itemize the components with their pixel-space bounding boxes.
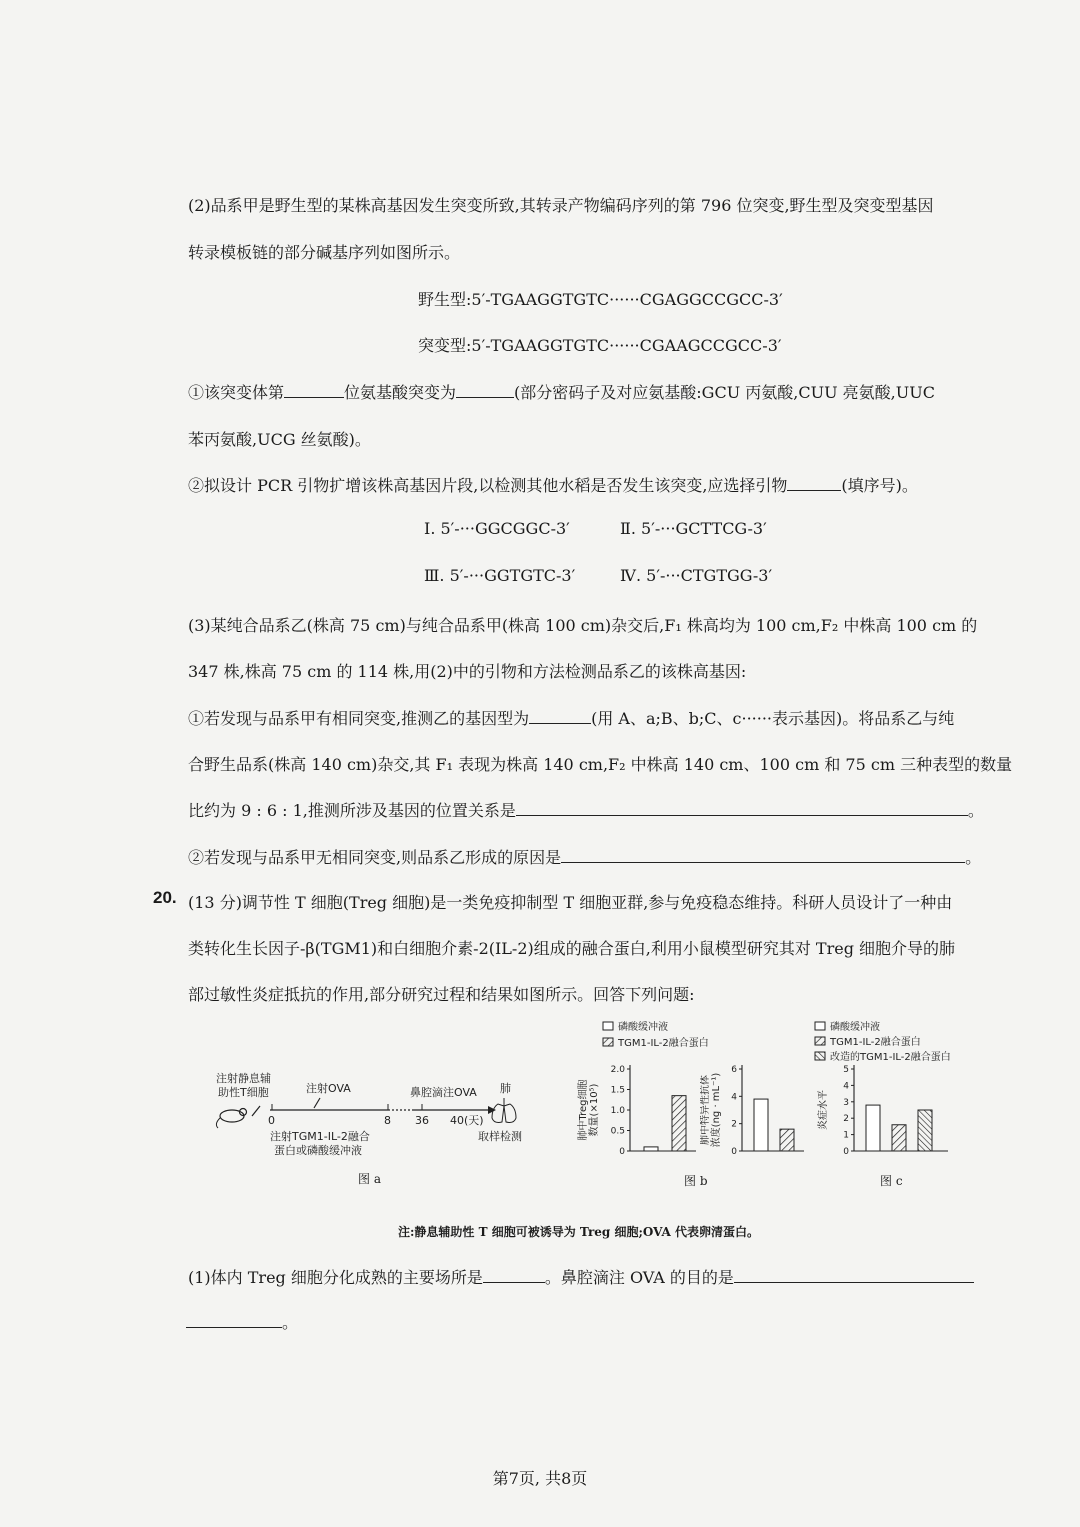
answer-blank[interactable] — [186, 1311, 282, 1328]
q1-end: 。 — [282, 1313, 299, 1332]
q20-line2: 类转化生长因子-β(TGM1)和白细胞介素-2(IL-2)组成的融合蛋白,利用小鼠模型研究其对 Treg 细胞介导的肺 — [188, 939, 956, 958]
sub1-text-b: (用 A、a;B、b;C、c······表示基因)。将品系乙与纯 — [591, 709, 955, 728]
y-tick-label: 3 — [843, 1097, 849, 1108]
t8-label: 8 — [384, 1114, 391, 1127]
legend-swatch-fusion — [603, 1038, 613, 1046]
q19-part3-line1: (3)某纯合品系乙(株高 75 cm)与纯合品系甲(株高 100 cm)杂交后,F₁ 株高均为 100 cm,F₂ 中株高 100 cm 的 — [188, 616, 978, 635]
sample-label: 取样检测 — [478, 1130, 522, 1143]
y-tick-label: 0 — [619, 1147, 625, 1157]
inject-fusion-label-2: 蛋白或磷酸缓冲液 — [274, 1144, 362, 1157]
period: 。 — [965, 848, 982, 867]
mouse-icon — [216, 1109, 246, 1129]
sub1-text-c: (部分密码子及对应氨基酸:GCU 丙氨酸,CUU 亮氨酸,UUC — [514, 383, 935, 402]
t36-label: 36 — [415, 1114, 429, 1127]
primer-2: Ⅱ. 5′-···GCTTCG-3′ — [620, 519, 767, 538]
q20-sub1-line2 — [186, 1310, 298, 1333]
y-axis-label: 炎症水平 — [818, 1090, 829, 1130]
y-axis-label: 浓度(ng · mL⁻¹) — [711, 1072, 722, 1148]
primer-4: Ⅳ. 5′-···CTGTGG-3′ — [620, 566, 773, 585]
answer-blank[interactable] — [734, 1266, 974, 1283]
figure-b-legend — [600, 1018, 780, 1052]
q19-part2-line1: (2)品系甲是野生型的某株高基因发生突变所致,其转录产物编码序列的第 796 位突变,野生型及突变型基因 — [188, 196, 934, 215]
lung-label: 肺 — [500, 1082, 511, 1095]
q19-part2-sub1-line1 — [188, 380, 935, 403]
legend-swatch-fusion — [815, 1037, 825, 1045]
y-tick-label: 4 — [731, 1092, 737, 1103]
period: 。 — [967, 801, 984, 820]
bar — [780, 1129, 794, 1151]
t0-label: 0 — [268, 1114, 275, 1127]
y-tick-label: 5 — [843, 1065, 849, 1075]
y-tick-label: 1.5 — [610, 1085, 625, 1096]
y-tick-label: 4 — [843, 1081, 849, 1092]
legend-label-fusion: TGM1-IL-2融合蛋白 — [618, 1038, 709, 1049]
legend-label-buffer: 磷酸缓冲液 — [618, 1022, 668, 1033]
chart-antibody — [700, 1055, 812, 1167]
inject-cells-label-1: 注射静息辅 — [216, 1072, 271, 1085]
figure-a-caption: 图 a — [358, 1172, 381, 1186]
y-tick-label: 1 — [843, 1130, 849, 1141]
y-axis-label: 数量(×10⁵) — [589, 1083, 600, 1137]
wild-type-sequence: 野生型:5′-TGAAGGTGTC······CGAGGCCGCC-3′ — [418, 290, 783, 309]
y-tick-label: 2 — [843, 1114, 849, 1125]
y-tick-label: 0.5 — [610, 1126, 625, 1137]
answer-blank[interactable] — [561, 846, 965, 863]
q20-line3: 部过敏性炎症抵抗的作用,部分研究过程和结果如图所示。回答下列问题: — [188, 985, 695, 1004]
bar — [866, 1105, 880, 1151]
bar — [892, 1125, 906, 1151]
sub1-text-a: ①若发现与品系甲有相同突变,推测乙的基因型为 — [188, 709, 530, 728]
q19-part2-sub1-line2: 苯丙氨酸,UCG 丝氨酸)。 — [188, 430, 371, 449]
answer-blank[interactable] — [483, 1266, 545, 1283]
primer-3: Ⅲ. 5′-···GGTGTC-3′ — [424, 566, 576, 585]
sub1-text-b: 位氨基酸突变为 — [344, 383, 457, 402]
answer-blank[interactable] — [529, 707, 591, 724]
answer-blank[interactable] — [456, 381, 514, 398]
q19-part3-sub1-line2: 合野生品系(株高 140 cm)杂交,其 F₁ 表现为株高 140 cm,F₂ 中株高 140 cm、100 cm 和 75 cm 三种表型的数量 — [188, 755, 1013, 774]
y-tick-label: 0 — [731, 1147, 737, 1157]
y-tick-label: 2.0 — [610, 1065, 625, 1075]
chart-treg-count — [574, 1055, 706, 1167]
chart-inflammation — [812, 1055, 952, 1167]
y-axis-label: 肺中Treg细胞 — [578, 1079, 589, 1141]
legend-swatch-buffer — [815, 1022, 825, 1030]
mutant-sequence: 突变型:5′-TGAAGGTGTC······CGAAGCCGCC-3′ — [418, 336, 782, 355]
legend-swatch-buffer — [603, 1022, 613, 1030]
q19-part3-sub1-line3 — [188, 798, 984, 821]
question-number: 20. — [153, 888, 177, 907]
y-tick-label: 0 — [843, 1147, 849, 1157]
q19-part2-sub2 — [188, 473, 918, 496]
sub1-text-a: ①该突变体第 — [188, 383, 285, 402]
legend-label-buffer: 磷酸缓冲液 — [830, 1022, 880, 1033]
q19-part2-line2: 转录模板链的部分碱基序列如图所示。 — [188, 243, 461, 262]
bar — [644, 1147, 658, 1151]
sub2-text-a: ②拟设计 PCR 引物扩增该株高基因片段,以检测其他水稻是否发生该突变,应选择引物 — [188, 476, 788, 495]
sub2-text-a: ②若发现与品系甲无相同突变,则品系乙形成的原因是 — [188, 848, 562, 867]
answer-blank[interactable] — [516, 799, 968, 816]
bar — [672, 1096, 686, 1151]
q1-text-b: 。鼻腔滴注 OVA 的目的是 — [544, 1268, 734, 1287]
legend-label-modified: 改造的TGM1-IL-2融合蛋白 — [830, 1052, 951, 1063]
q19-part3-sub1-line1 — [188, 706, 954, 729]
answer-blank[interactable] — [787, 474, 841, 491]
bar — [918, 1110, 932, 1151]
primer-1: Ⅰ. 5′-···GGCGGC-3′ — [424, 519, 570, 538]
nasal-ova-label: 鼻腔滴注OVA — [410, 1086, 477, 1099]
inject-ova-label: 注射OVA — [306, 1082, 351, 1095]
legend-label-fusion: TGM1-IL-2融合蛋白 — [830, 1037, 921, 1048]
figure-note: 注:静息辅助性 T 细胞可被诱导为 Treg 细胞;OVA 代表卵清蛋白。 — [398, 1225, 760, 1239]
figure-c-caption: 图 c — [880, 1174, 903, 1188]
sub1-text-d: 比约为 9 : 6 : 1,推测所涉及基因的位置关系是 — [188, 801, 516, 820]
lung-icon — [492, 1098, 516, 1123]
y-tick-label: 6 — [731, 1065, 737, 1075]
t40-label: 40(天) — [450, 1114, 484, 1127]
q19-part3-sub2 — [188, 845, 981, 868]
figure-b-caption: 图 b — [684, 1174, 708, 1188]
bar — [754, 1099, 768, 1151]
q19-part3-line2: 347 株,株高 75 cm 的 114 株,用(2)中的引物和方法检测品系乙的该株高基因: — [188, 662, 747, 681]
y-tick-label: 2 — [731, 1119, 737, 1130]
q20-sub1-line1 — [188, 1265, 974, 1288]
answer-blank[interactable] — [284, 381, 344, 398]
inject-cells-label-2: 助性T细胞 — [218, 1086, 269, 1099]
page-footer: 第7页, 共8页 — [492, 1469, 588, 1488]
q20-line1: (13 分)调节性 T 细胞(Treg 细胞)是一类免疫抑制型 T 细胞亚群,参与免疫稳态维持。科研人员设计了一种由 — [188, 893, 953, 912]
y-axis-label: 肺中特异性抗体 — [700, 1075, 711, 1145]
q1-text-a: (1)体内 Treg 细胞分化成熟的主要场所是 — [188, 1268, 483, 1287]
y-tick-label: 1.0 — [610, 1106, 625, 1116]
inject-fusion-label-1: 注射TGM1-IL-2融合 — [270, 1130, 370, 1143]
sub2-text-b: (填序号)。 — [841, 476, 918, 495]
